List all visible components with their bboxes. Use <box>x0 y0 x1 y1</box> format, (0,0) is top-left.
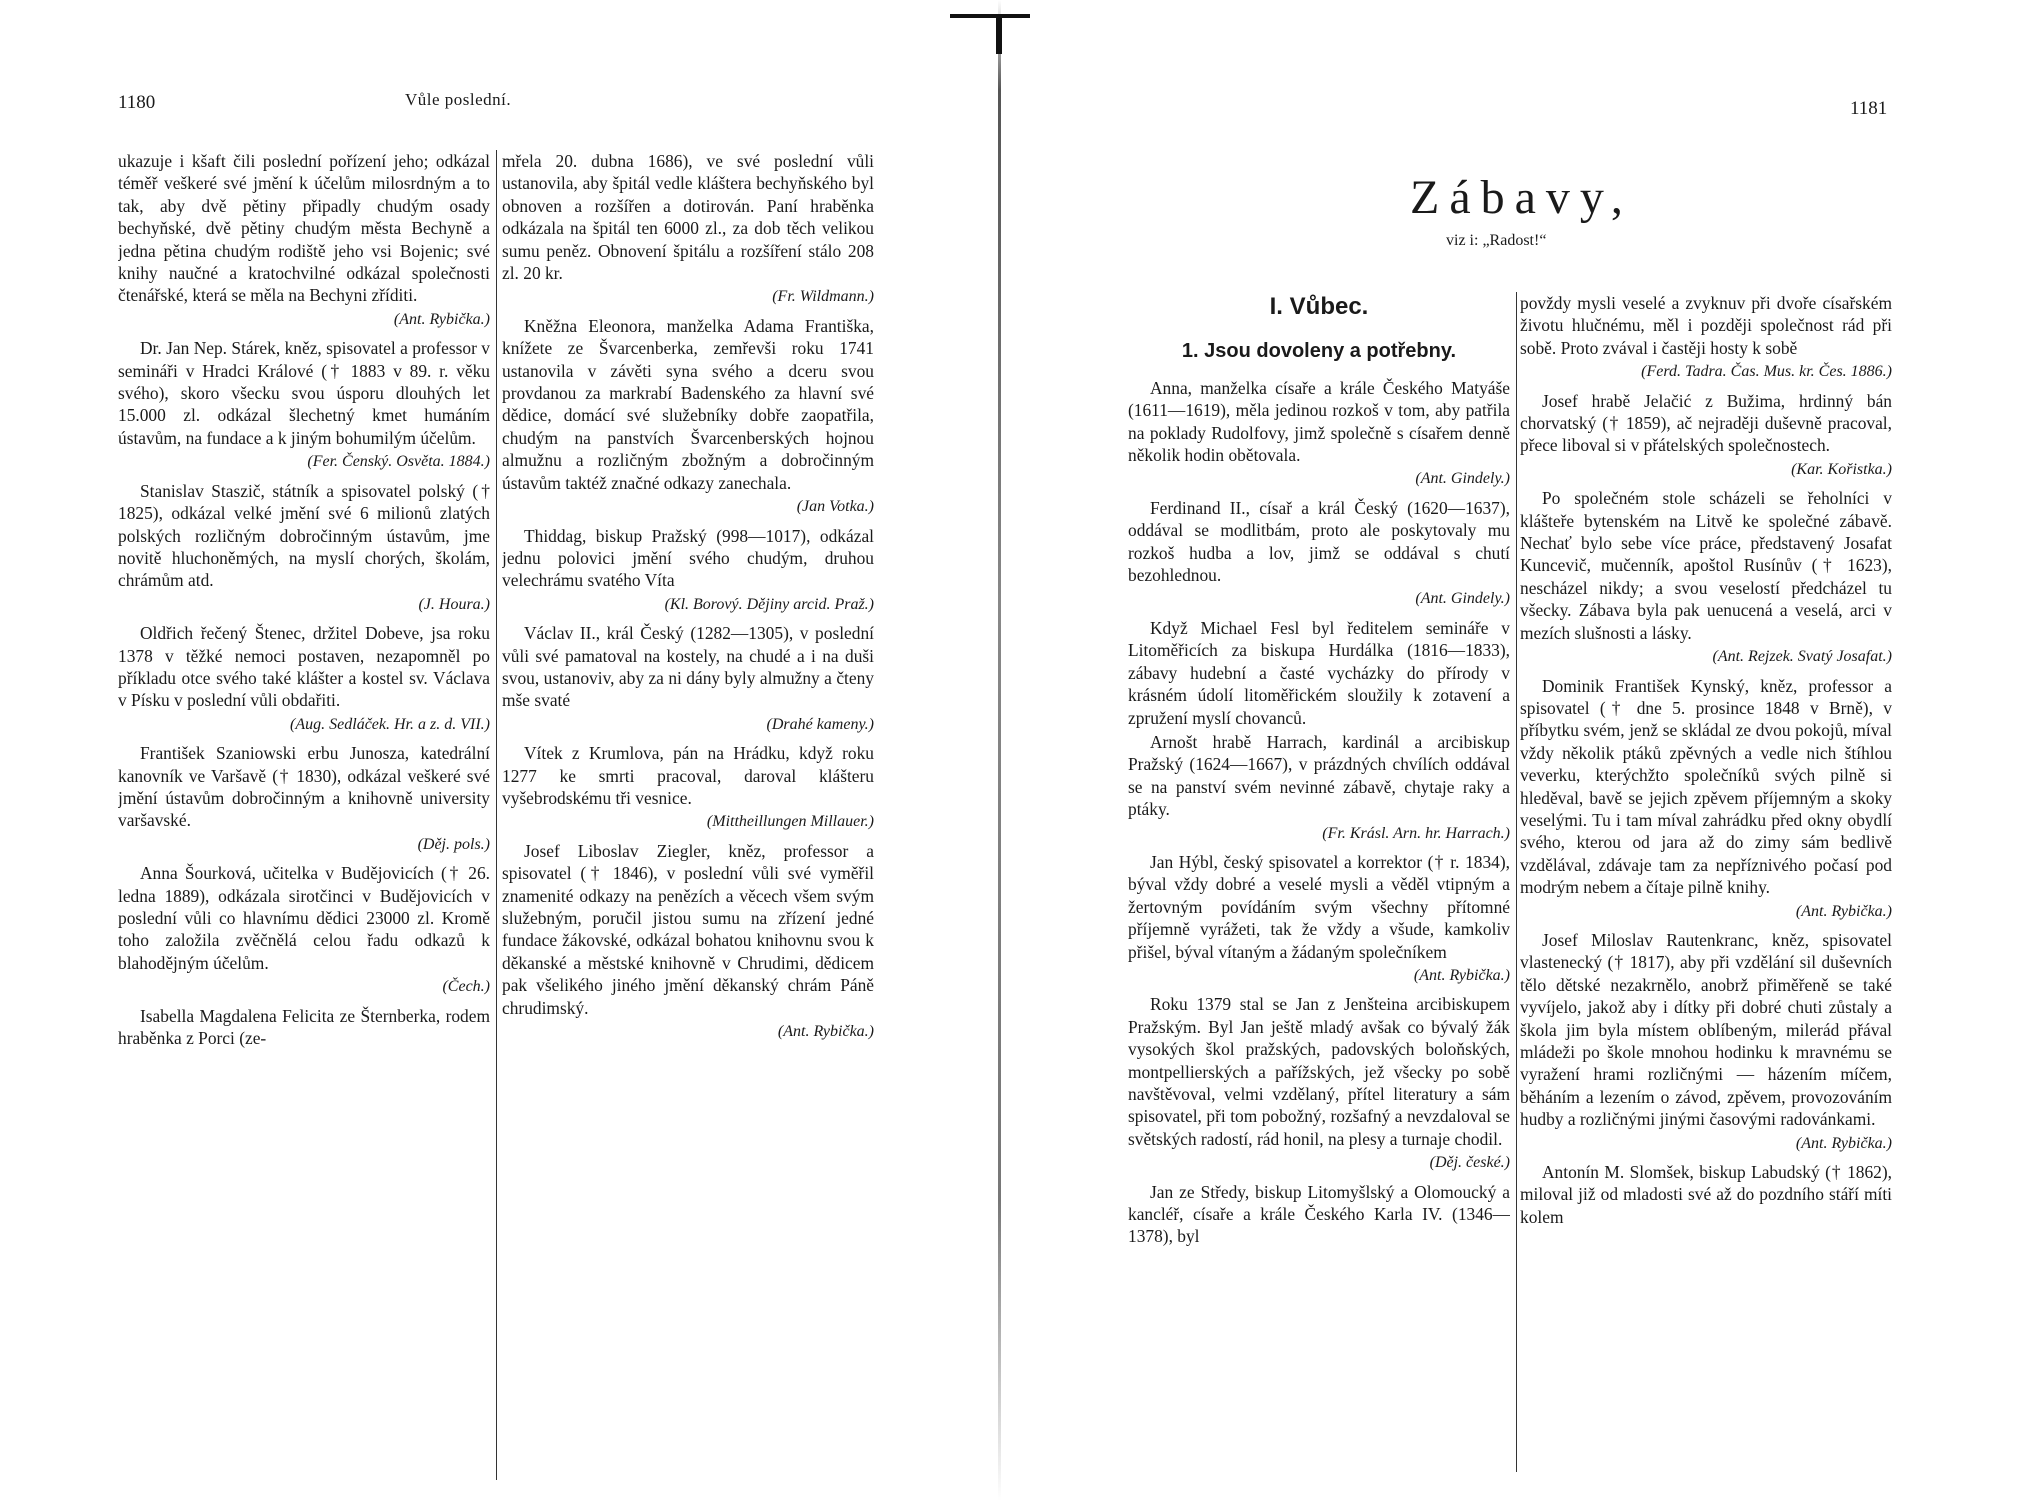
column-rule <box>496 150 497 1480</box>
source-citation: (Kar. Kořistka.) <box>1791 460 1892 478</box>
text-column-right <box>502 150 874 1470</box>
text-column-left <box>1128 292 1510 1472</box>
source-citation: (Ant. Rybička.) <box>1795 1134 1892 1152</box>
paragraph: Oldřich řečený Štenec, držitel Dobeve, jsa roku 1378 v těžké nemoci postaven, nezapomněl po příkladu otce svého také klášter a kostel sv. Václava v Písku v poslední vůli obdařiti. <box>118 623 490 711</box>
source-citation: (Ant. Rybička.) <box>777 1023 874 1041</box>
paragraph: Jan ze Středy, biskup Litomyšlský a Olomoucký a kancléř, císaře a krále Českého Karla IV. (1346—1378), byl <box>1128 1181 1510 1247</box>
source-citation: (Ant. Gindely.) <box>1415 470 1510 488</box>
source-citation: (Ant. Rejzek. Svatý Josafat.) <box>1712 648 1892 666</box>
paragraph: Arnošt hrabě Harrach, kardinál a arcibiskup Pražský (1624—1667), v prázdných chvílích oddával se na panství svém nevinné zábavě, chytaje raky a ptáky. <box>1128 731 1510 820</box>
paragraph: Anna, manželka císaře a krále Českého Matyáše (1611—1619), měla jedinou rozkoš v tom, aby patřila na poklady Rudolfovy, jimž společně s císařem denně několik hodin obětovala. <box>1128 377 1510 466</box>
paragraph: Josef Miloslav Rautenkranc, kněz, spisovatel vlastenecký († 1817), aby při vzdělání sil duševních tělo dětské nezakrnělo, anobrž přiměřeně se také vyvíjelo, jakož aby i dítky při dobré chuti zůstaly a škola jim byla místem oblíbeným, milerád přával mládeži po škole mnohou hodinku k mravnému se vyražení hrami rozličnými — házením míčem, běháním a lezením o závod, zpěvem, provozováním hudby a rozličnými jinými časovými radovánkami. <box>1520 929 1892 1130</box>
page-number: 1181 <box>1850 98 1888 119</box>
paragraph: Antonín M. Slomšek, biskup Labudský († 1862), miloval již od mladosti své až do pozdního stáří míti kolem <box>1520 1162 1892 1227</box>
paragraph: Po společném stole scházeli se řeholníci v klášteře bytenském na Litvě ke společné zábavě. Nechať bylo sebe více práce, představený Josafat Kuncevič, mučenník, apoštol Rusínův († 1623), nescházel nikdy; a svou veselostí předcházel tu všecky. Zábava byla pak uenucená a veselá, arci v mezích slušnosti a lásky. <box>1520 488 1892 643</box>
paragraph: Kněžna Eleonora, manželka Adama Františka, knížete ze Švarcenberka, zemřevši roku 1741 ustanovila v závěti syna svého a dceru svou provdanou za markrabí Badenského za hlavní své dědice, domácí své služebníky dobře zaopatřila, chudým na panstvích Švarcenberských hojnou almužnu a rozličným zbožným a dobročinným ústavům taktéž značné odkazy zanechala. <box>502 315 874 493</box>
see-also-note: viz i: „Radost!“ <box>1446 232 1547 249</box>
source-citation: (Děj. české.) <box>1429 1154 1510 1172</box>
source-citation: (Děj. pols.) <box>417 835 490 853</box>
source-citation: (Ant. Gindely.) <box>1415 590 1510 608</box>
paragraph: Josef hrabě Jelačić z Bužima, hrdinný bán chorvatský († 1859), ač nejraději duševně pracoval, přece liboval si v přátelských společnostech. <box>1520 390 1892 456</box>
running-head: Vůle poslední. <box>405 90 512 109</box>
right-page <box>1000 0 2018 1501</box>
source-citation: (Mittheillungen Millauer.) <box>706 813 874 831</box>
source-citation: (J. Houra.) <box>418 595 490 613</box>
text-column-right <box>1520 292 1892 1472</box>
subsection-title: 1. Jsou dovoleny a potřebny. <box>1181 340 1457 363</box>
column-rule <box>1516 292 1517 1472</box>
paragraph: Jan Hýbl, český spisovatel a korrektor († r. 1834), býval vždy dobré a veselé mysli a věděl vtipným a žertovným povídáním svým všechny přítomné příjemně vyrážeti, tak že vždy a všude, kamkoliv přišel, býval vítaným a žádaným společníkem <box>1128 851 1510 962</box>
paragraph: Roku 1379 stal se Jan z Jenšteina arcibiskupem Pražským. Byl Jan ještě mladý avšak co bývalý žák vysokých škol pražských, padovských boloňských, montpellierských a pařížských, jež všecky po sobě navštěvoval, velmi vzdělaný, přítel literatury a sám spisovatel, při tom pobožný, rozšafný a nevzdaloval se světských radostí, rád honil, na plesy a turnaje chodil. <box>1128 994 1510 1149</box>
source-citation: (Fr. Krásl. Arn. hr. Harrach.) <box>1322 824 1510 842</box>
paragraph: Anna Šourková, učitelka v Budějovicích († 26. ledna 1889), odkázala sirotčinci v Budějovicích v poslední vůli co hlavnímu dědici 23000 zl. Kromě toho založila zvěčnělá celou řadu odkazů k blahodějným účelům. <box>118 863 490 973</box>
paragraph: František Szaniowski erbu Junosza, katedrální kanovník ve Varšavě († 1830), odkázal veškeré své jmění ústavům dobročinným a knihovně university varšavské. <box>118 743 490 831</box>
source-citation: (Čech.) <box>442 978 490 996</box>
source-citation: (Jan Votka.) <box>796 498 874 516</box>
chapter-title: Zábavy, <box>1410 171 1633 224</box>
source-citation: (Ant. Rybička.) <box>1413 966 1510 984</box>
paragraph: Thiddag, biskup Pražský (998—1017), odkázal jednu polovici jmění svého chudým, druhou velechrámu svatého Víta <box>502 525 874 591</box>
paragraph: Dominik František Kynský, kněz, professor a spisovatel († dne 5. prosince 1848 v Brně), v příbytku svém, jenž se skládal ze dvou pokojů, míval vždy několik ptáků zpěvných a vedle nich štíhlou veverku, kterýchžto společníků svých pilně si hleděval, bavě se jejich zpěvem příjemným a skoky veselými. Tu i tam míval zahrádku před okny obydlí svého, kterou od jara až do zimy sám bedlivě vzdělával, zdávaje tam za nepříznivého počasí pod modrým nebem a čítaje pilně knihy. <box>1520 675 1892 898</box>
source-citation: (Kl. Borový. Dějiny arcid. Praž.) <box>664 595 874 613</box>
source-citation: (Fer. Čenský. Osvěta. 1884.) <box>307 453 490 471</box>
paragraph: ukazuje i kšaft čili poslední pořízení jeho; odkázal téměř veškeré své jmění k účelům milosrdným a to tak, aby dvě pětiny připadly chudým osady bechyňské, dvě pětiny chudým města Bechyně a jedna pětina chudým rodiště jeho vsi Bojenic; své knihy naučné a kratochvilné odkázal společnosti čtenářské, která se měla na Bechyni zříditi. <box>118 151 490 306</box>
source-citation: (Aug. Sedláček. Hr. a z. d. VII.) <box>290 715 490 733</box>
paragraph: Isabella Magdalena Felicita ze Šternberka, rodem hraběnka z Porci (ze- <box>118 1005 490 1049</box>
paragraph: Když Michael Fesl byl ředitelem semináře v Litoměřicích za biskupa Hurdálka (1816—1833), zábavy hudební a časté vycházky do přírody v krásném údolí litoměřickém sloužily k zotavení a zpružení myslí chovanců. <box>1128 617 1510 728</box>
paragraph: Josef Liboslav Ziegler, kněz, professor a spisovatel († 1846), v poslední vůli své vyměřil znamenité odkazy na penězích a věcech všem svým služebným, poručil jistou sumu na zřízení jedné fundace žákovské, odkázal bohatou knihovnu svou k děkanské a městské knihovně v Chrudimi, dědicem pak všelikého jiného jmění děkanský chrám Páně chrudimský. <box>502 840 874 1018</box>
source-citation: (Ant. Rybička.) <box>393 310 490 328</box>
column-body <box>1128 377 1510 1248</box>
page-number: 1180 <box>118 92 156 113</box>
source-citation: (Drahé kameny.) <box>766 715 874 733</box>
paragraph: Václav II., král Český (1282—1305), v poslední vůli své pamatoval na kostely, na chudé a i na duši svou, ustanoviv, aby za ni dány byly almužny a čteny mše svaté <box>502 623 874 711</box>
paragraph: povždy mysli veselé a zvyknuv při dvoře císařském životu hlučnému, měl i později společnost rád při sobě. Proto zvával i častěji hosty k sobě <box>1520 293 1892 358</box>
paragraph: Stanislav Staszič, státník a spisovatel polský († 1825), odkázal velké jmění své 6 milionů zlatých polských rozličným dobročinným ústavům, jme novitě hluchoněmých, na myslí chorých, školám, chrámům atd. <box>118 480 490 591</box>
source-citation: (Ant. Rybička.) <box>1795 902 1892 920</box>
paragraph: Ferdinand II., císař a král Český (1620—1637), oddával se modlitbám, proto ale poskytovaly mu rozkoš hudba a lov, jimž se oddával s chutí bezohlednou. <box>1128 497 1510 586</box>
left-page <box>0 0 1000 1501</box>
paragraph: Dr. Jan Nep. Stárek, kněz, spisovatel a professor v semináři v Hradci Králové († 1883 v 89. r. věku svého), skoro všecku svou úsporu dlouhých let 15.000 zl. odkázal šlechetný kmet humáním ústavům, na fundace a k jiným bohumilým účelům. <box>118 338 490 448</box>
source-citation: (Fr. Wildmann.) <box>772 288 874 306</box>
paragraph: Vítek z Krumlova, pán na Hrádku, když roku 1277 ke smrti pracoval, daroval klášteru vyšebrodskému tři vesnice. <box>502 743 874 808</box>
text-column-left <box>118 150 490 1470</box>
source-citation: (Ferd. Tadra. Čas. Mus. kr. Čes. 1886.) <box>1641 363 1892 381</box>
paragraph: mřela 20. dubna 1686), ve své poslední vůli ustanovila, aby špitál vedle kláštera bechyňského byl obnoven a rozšířen a dotirován. Paní hraběnka odkázala na špitál ten 6000 zl., za dob těch velikou sumu peněz. Obnovení špitálu a rozšíření stálo 208 zl. 20 kr. <box>502 151 874 284</box>
section-title: I. Vůbec. <box>1269 293 1369 320</box>
